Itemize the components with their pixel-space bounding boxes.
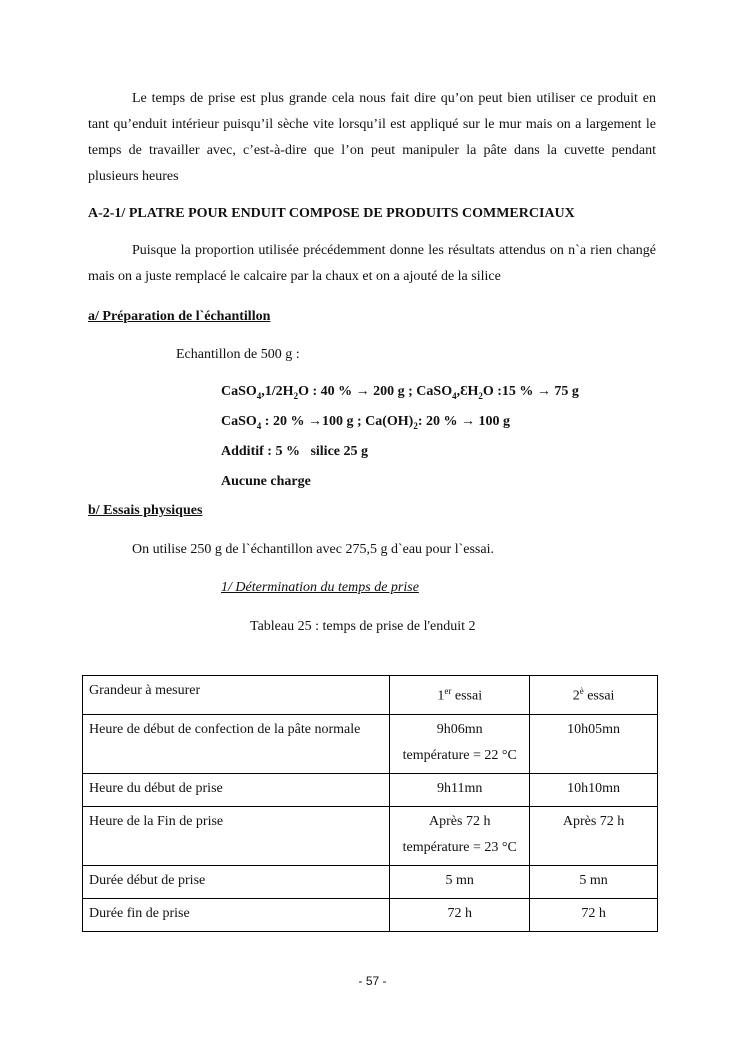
row-essai-2: 72 h <box>530 898 658 931</box>
table-row <box>83 773 658 806</box>
row-essai-1: 72 h <box>390 898 530 931</box>
row-label: Heure du début de prise <box>83 773 390 806</box>
header-cell-quantity: Grandeur à mesurer <box>83 676 390 715</box>
row-label: Durée fin de prise <box>83 898 390 931</box>
tests-heading: b/ Essais physiques <box>88 503 203 518</box>
table-header-row <box>83 676 658 715</box>
header-cell-essai-2: $2^è$ essai <box>530 676 658 715</box>
row-label: Heure de début de confection de la pâte normale <box>83 714 390 773</box>
row-essai-1: 9h06mn température = 22 °C <box>390 714 530 773</box>
table-row <box>83 898 658 931</box>
section-paragraph: Puisque la proportion utilisée précédemment donne les résultats attendus on n`a rien changé mais on a juste remplacé le calcaire par la chaux et on a ajouté de la silice <box>88 243 656 284</box>
formula-line-3: Additif : 5 % silice 25 g <box>221 444 368 459</box>
formula-line-4: Aucune charge <box>221 474 311 489</box>
table-row <box>83 865 658 898</box>
tests-line: On utilise 250 g de l`échantillon avec 275,5 g d`eau pour l`essai. <box>132 542 494 557</box>
formula-line-1: $CaSO_4,1/2H_2O$ : 40 % → 200 g ; $CaSO_4,ƐH_2O$ :15 % → 75 g <box>221 384 579 401</box>
row-essai-2: Après 72 h <box>530 806 658 865</box>
row-essai-1: 5 mn <box>390 865 530 898</box>
subsection-title: 1/ Détermination du temps de prise <box>221 580 419 595</box>
table-caption: Tableau 25 : temps de prise de l'enduit 2 <box>250 619 476 634</box>
setting-time-table <box>82 675 658 932</box>
table-row <box>83 714 658 773</box>
page-number: - 57 - <box>358 974 387 988</box>
row-essai-1: 9h11mn <box>390 773 530 806</box>
formula-line-2: CaSO$_4$ : 20 % →100 g ; $Ca(OH)_2$: 20 % → 100 g <box>221 414 511 431</box>
row-essai-2: 5 mn <box>530 865 658 898</box>
sample-line: Echantillon de 500 g : <box>176 347 300 362</box>
row-essai-2: 10h10mn <box>530 773 658 806</box>
section-heading: A-2-1/ PLATRE POUR ENDUIT COMPOSE DE PRODUITS COMMERCIAUX <box>88 206 575 221</box>
row-essai-2: 10h05mn <box>530 714 658 773</box>
row-label: Durée début de prise <box>83 865 390 898</box>
table-row <box>83 806 658 865</box>
row-label: Heure de la Fin de prise <box>83 806 390 865</box>
intro-paragraph: Le temps de prise est plus grande cela nous fait dire qu’on peut bien utiliser ce produit en tant qu’enduit intérieur puisqu’il sèche vite lorsqu’il est appliqué sur le mur mais on a largement le temps de travailler avec, c’est-à-dire que l’on peut manipuler la pâte dans la cuvette pendant plusieurs heures <box>88 91 656 184</box>
header-cell-essai-1: 1er essai <box>390 676 530 715</box>
row-essai-1: Après 72 h température = 23 °C <box>390 806 530 865</box>
preparation-heading: a/ Préparation de l`échantillon <box>88 309 271 324</box>
